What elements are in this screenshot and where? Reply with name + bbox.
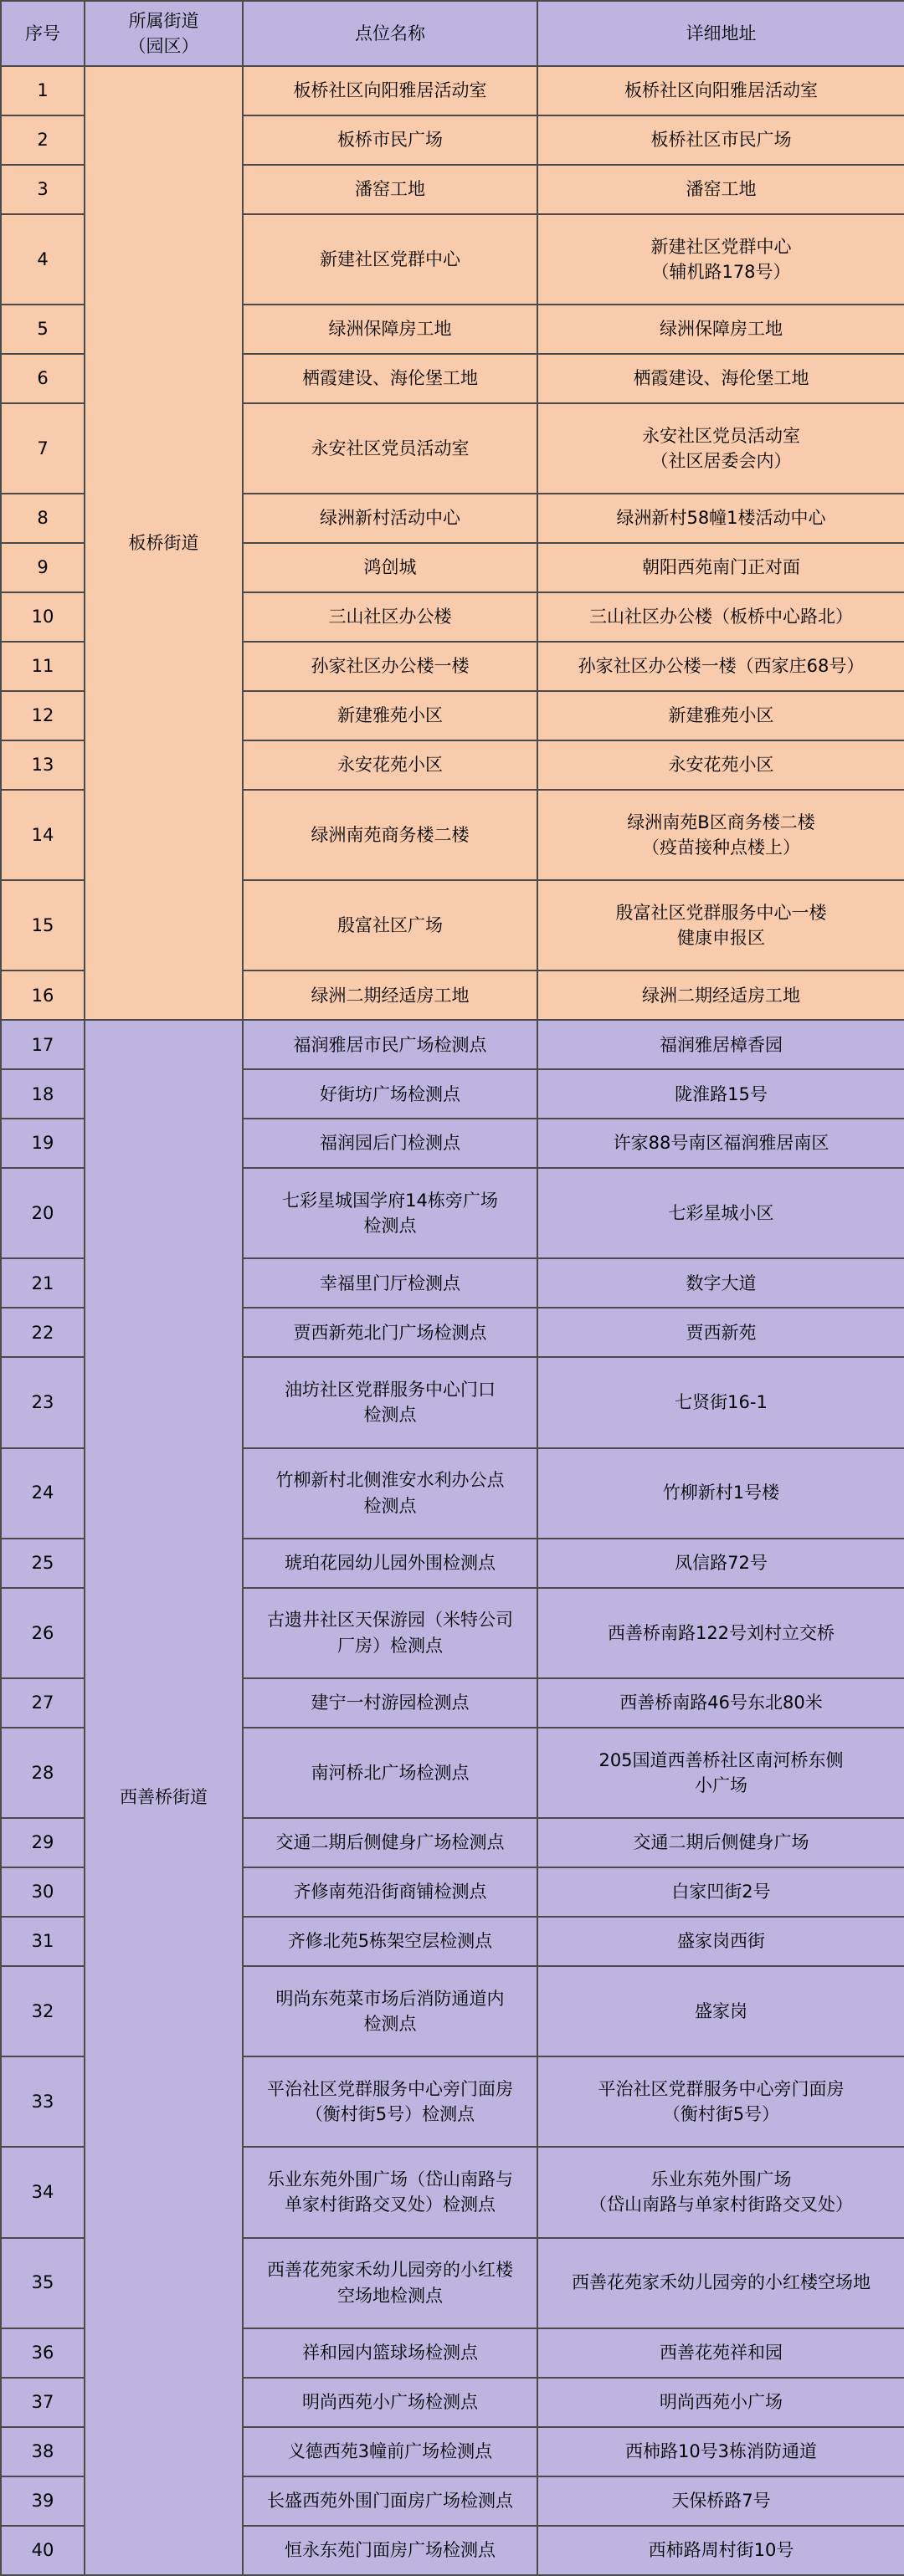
- serial-number-cell: 39: [1, 2476, 85, 2526]
- address-cell: 乐业东苑外围广场 （岱山南路与单家村街路交叉处）: [537, 2147, 904, 2237]
- site-name-cell: 幸福里门厅检测点: [243, 1258, 537, 1308]
- serial-number-cell: 14: [1, 790, 85, 880]
- serial-number-cell: 33: [1, 2056, 85, 2147]
- site-name-cell: 鸿创城: [243, 543, 537, 592]
- header-district: 所属街道 （园区）: [85, 1, 243, 66]
- address-cell: 许家88号南区福润雅居南区: [537, 1119, 904, 1168]
- address-cell: 平治社区党群服务中心旁门面房 （衡村街5号）: [537, 2056, 904, 2147]
- address-cell: 福润雅居樟香园: [537, 1020, 904, 1069]
- site-name-cell: 殷富社区广场: [243, 880, 537, 970]
- site-name-cell: 交通二期后侧健身广场检测点: [243, 1818, 537, 1867]
- address-cell: 绿洲南苑B区商务楼二楼 （疫苗接种点楼上）: [537, 790, 904, 880]
- site-name-cell: 祥和园内篮球场检测点: [243, 2328, 537, 2378]
- site-name-cell: 潘窑工地: [243, 165, 537, 214]
- address-cell: 西柿路10号3栋消防通道: [537, 2427, 904, 2476]
- serial-number-cell: 23: [1, 1357, 85, 1447]
- serial-number-cell: 25: [1, 1539, 85, 1588]
- serial-number-cell: 11: [1, 642, 85, 691]
- address-cell: 竹柳新村1号楼: [537, 1448, 904, 1539]
- serial-number-cell: 15: [1, 880, 85, 970]
- serial-number-cell: 21: [1, 1258, 85, 1308]
- address-cell: 贾西新苑: [537, 1308, 904, 1357]
- serial-number-cell: 34: [1, 2147, 85, 2237]
- address-cell: 盛家岗: [537, 1966, 904, 2056]
- serial-number-cell: 10: [1, 592, 85, 642]
- address-cell: 陇淮路15号: [537, 1069, 904, 1119]
- serial-number-cell: 4: [1, 214, 85, 305]
- serial-number-cell: 16: [1, 970, 85, 1020]
- address-cell: 绿洲二期经适房工地: [537, 970, 904, 1020]
- address-cell: 七贤街16-1: [537, 1357, 904, 1447]
- address-cell: 绿洲保障房工地: [537, 305, 904, 354]
- address-cell: 数字大道: [537, 1258, 904, 1308]
- table-body: [1, 66, 904, 2575]
- site-name-cell: 明尚西苑小广场检测点: [243, 2378, 537, 2427]
- table-row: [1, 66, 904, 115]
- site-name-cell: 平治社区党群服务中心旁门面房 （衡村街5号）检测点: [243, 2056, 537, 2147]
- address-cell: 七彩星城小区: [537, 1168, 904, 1258]
- site-name-cell: 绿洲新村活动中心: [243, 494, 537, 543]
- site-name-cell: 油坊社区党群服务中心门口 检测点: [243, 1357, 537, 1447]
- site-name-cell: 好街坊广场检测点: [243, 1069, 537, 1119]
- address-cell: 板桥社区市民广场: [537, 115, 904, 165]
- serial-number-cell: 40: [1, 2526, 85, 2575]
- serial-number-cell: 12: [1, 691, 85, 740]
- address-cell: 西善花苑家禾幼儿园旁的小红楼空场地: [537, 2238, 904, 2328]
- serial-number-cell: 7: [1, 403, 85, 494]
- serial-number-cell: 19: [1, 1119, 85, 1168]
- site-name-cell: 三山社区办公楼: [243, 592, 537, 642]
- serial-number-cell: 3: [1, 165, 85, 214]
- serial-number-cell: 38: [1, 2427, 85, 2476]
- site-name-cell: 永安社区党员活动室: [243, 403, 537, 494]
- site-name-cell: 竹柳新村北侧淮安水利办公点 检测点: [243, 1448, 537, 1539]
- serial-number-cell: 18: [1, 1069, 85, 1119]
- address-cell: 西柿路周村街10号: [537, 2526, 904, 2575]
- site-name-cell: 明尚东苑菜市场后消防通道内 检测点: [243, 1966, 537, 2056]
- address-cell: 凤信路72号: [537, 1539, 904, 1588]
- site-name-cell: 福润雅居市民广场检测点: [243, 1020, 537, 1069]
- serial-number-cell: 9: [1, 543, 85, 592]
- district-cell: 西善桥街道: [85, 1020, 243, 2575]
- address-cell: 明尚西苑小广场: [537, 2378, 904, 2427]
- table-header-row: [1, 1, 904, 66]
- address-cell: 西善花苑祥和园: [537, 2328, 904, 2378]
- site-name-cell: 长盛西苑外围门面房广场检测点: [243, 2476, 537, 2526]
- serial-number-cell: 28: [1, 1728, 85, 1818]
- address-cell: 白家凹街2号: [537, 1867, 904, 1917]
- site-name-cell: 乐业东苑外围广场（岱山南路与 单家村街路交叉处）检测点: [243, 2147, 537, 2237]
- site-name-cell: 古遗井社区天保游园（米特公司 厂房）检测点: [243, 1588, 537, 1678]
- address-cell: 天保桥路7号: [537, 2476, 904, 2526]
- site-name-cell: 建宁一村游园检测点: [243, 1678, 537, 1728]
- serial-number-cell: 27: [1, 1678, 85, 1728]
- serial-number-cell: 6: [1, 354, 85, 403]
- serial-number-cell: 24: [1, 1448, 85, 1539]
- serial-number-cell: 22: [1, 1308, 85, 1357]
- site-name-cell: 绿洲南苑商务楼二楼: [243, 790, 537, 880]
- address-cell: 三山社区办公楼（板桥中心路北）: [537, 592, 904, 642]
- address-cell: 绿洲新村58幢1楼活动中心: [537, 494, 904, 543]
- address-cell: 孙家社区办公楼一楼（西家庄68号）: [537, 642, 904, 691]
- site-name-cell: 永安花苑小区: [243, 740, 537, 790]
- site-name-cell: 栖霞建设、海伦堡工地: [243, 354, 537, 403]
- address-cell: 朝阳西苑南门正对面: [537, 543, 904, 592]
- serial-number-cell: 26: [1, 1588, 85, 1678]
- site-name-cell: 板桥市民广场: [243, 115, 537, 165]
- address-cell: 盛家岗西街: [537, 1917, 904, 1966]
- serial-number-cell: 32: [1, 1966, 85, 2056]
- header-address: 详细地址: [537, 1, 904, 66]
- address-cell: 205国道西善桥社区南河桥东侧 小广场: [537, 1728, 904, 1818]
- address-cell: 永安花苑小区: [537, 740, 904, 790]
- serial-number-cell: 13: [1, 740, 85, 790]
- header-site-name: 点位名称: [243, 1, 537, 66]
- address-cell: 新建雅苑小区: [537, 691, 904, 740]
- serial-number-cell: 20: [1, 1168, 85, 1258]
- address-cell: 殷富社区党群服务中心一楼 健康申报区: [537, 880, 904, 970]
- site-name-cell: 孙家社区办公楼一楼: [243, 642, 537, 691]
- site-name-cell: 绿洲保障房工地: [243, 305, 537, 354]
- district-cell: 板桥街道: [85, 66, 243, 1020]
- address-cell: 新建社区党群中心 （辅机路178号）: [537, 214, 904, 305]
- site-name-cell: 义德西苑3幢前广场检测点: [243, 2427, 537, 2476]
- site-name-cell: 新建雅苑小区: [243, 691, 537, 740]
- serial-number-cell: 30: [1, 1867, 85, 1917]
- address-cell: 交通二期后侧健身广场: [537, 1818, 904, 1867]
- site-name-cell: 绿洲二期经适房工地: [243, 970, 537, 1020]
- header-serial-number: 序号: [1, 1, 85, 66]
- serial-number-cell: 35: [1, 2238, 85, 2328]
- site-name-cell: 贾西新苑北门广场检测点: [243, 1308, 537, 1357]
- site-name-cell: 七彩星城国学府14栋旁广场 检测点: [243, 1168, 537, 1258]
- site-name-cell: 新建社区党群中心: [243, 214, 537, 305]
- serial-number-cell: 29: [1, 1818, 85, 1867]
- serial-number-cell: 36: [1, 2328, 85, 2378]
- site-name-cell: 恒永东苑门面房广场检测点: [243, 2526, 537, 2575]
- site-name-cell: 南河桥北广场检测点: [243, 1728, 537, 1818]
- serial-number-cell: 31: [1, 1917, 85, 1966]
- site-name-cell: 西善花苑家禾幼儿园旁的小红楼 空场地检测点: [243, 2238, 537, 2328]
- serial-number-cell: 1: [1, 66, 85, 115]
- serial-number-cell: 5: [1, 305, 85, 354]
- site-name-cell: 齐修北苑5栋架空层检测点: [243, 1917, 537, 1966]
- serial-number-cell: 8: [1, 494, 85, 543]
- address-cell: 西善桥南路122号刘村立交桥: [537, 1588, 904, 1678]
- address-cell: 潘窑工地: [537, 165, 904, 214]
- address-cell: 板桥社区向阳雅居活动室: [537, 66, 904, 115]
- site-name-cell: 齐修南苑沿街商铺检测点: [243, 1867, 537, 1917]
- serial-number-cell: 17: [1, 1020, 85, 1069]
- serial-number-cell: 2: [1, 115, 85, 165]
- site-name-cell: 琥珀花园幼儿园外围检测点: [243, 1539, 537, 1588]
- address-cell: 西善桥南路46号东北80米: [537, 1678, 904, 1728]
- site-name-cell: 板桥社区向阳雅居活动室: [243, 66, 537, 115]
- address-cell: 永安社区党员活动室 （社区居委会内）: [537, 403, 904, 494]
- address-cell: 栖霞建设、海伦堡工地: [537, 354, 904, 403]
- table-row: [1, 1020, 904, 1069]
- site-name-cell: 福润园后门检测点: [243, 1119, 537, 1168]
- serial-number-cell: 37: [1, 2378, 85, 2427]
